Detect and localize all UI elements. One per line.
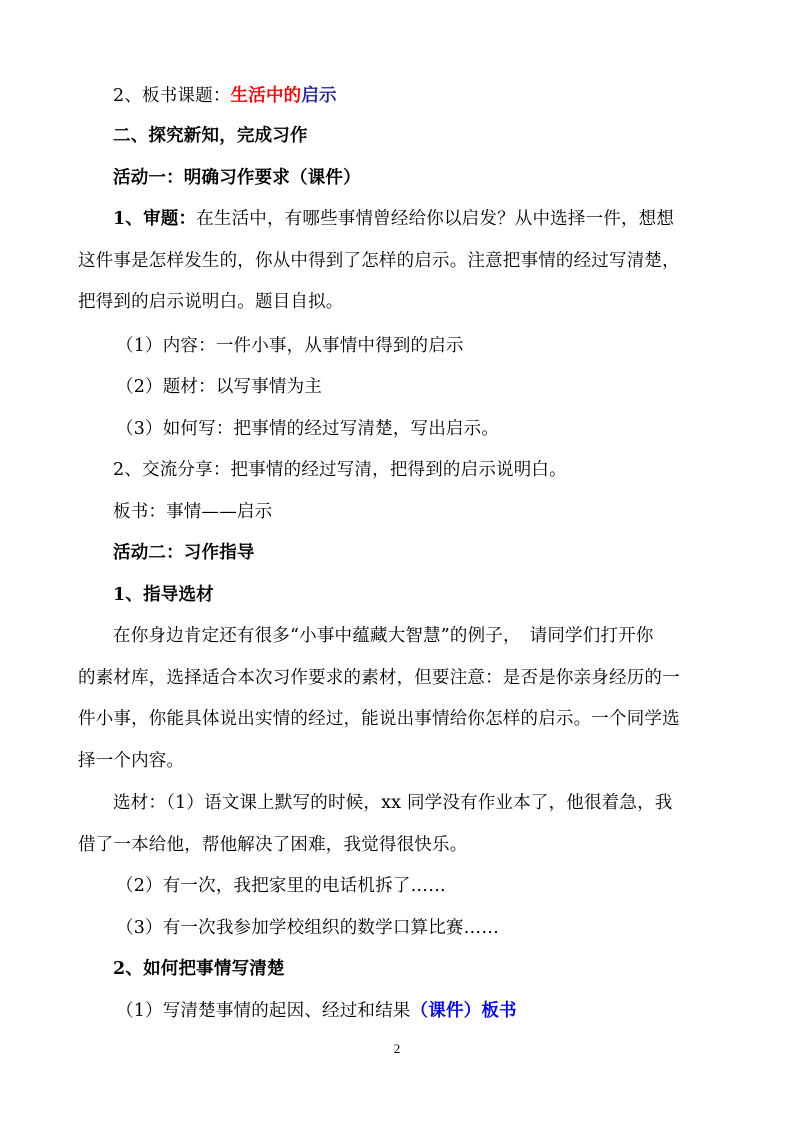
share-line: 2、交流分享：把事情的经过写清，把得到的启示说明白。 xyxy=(113,460,567,480)
how-to-heading: 2、如何把事情写清楚 xyxy=(113,959,285,979)
requirement-topic: （2）题材：以写事情为主 xyxy=(116,377,323,397)
material-item-2: （2）有一次，我把家里的电话机拆了…… xyxy=(116,876,446,896)
guide-para-line-2: 的素材库，选择适合本次习作要求的素材，但要注意：是否是你亲身经历的一 xyxy=(78,668,680,688)
requirement-how: （3）如何写：把事情的经过写清楚，写出启示。 xyxy=(116,419,500,439)
board-title-red: 生活中的 xyxy=(230,86,302,106)
requirement-content: （1）内容：一件小事，从事情中得到的启示 xyxy=(116,336,464,356)
review-line-1 xyxy=(113,207,674,231)
board-title-blue: 启示 xyxy=(301,86,337,106)
review-line-2: 这件事是怎样发生的，你从中得到了怎样的启示。注意把事情的经过写清楚， xyxy=(78,251,680,271)
board-title-line xyxy=(113,84,337,108)
section-heading: 二、探究新知，完成习作 xyxy=(113,126,308,146)
final-line-blue: （课件）板书 xyxy=(410,1001,517,1021)
guide-para-line-4: 择一个内容。 xyxy=(78,751,185,771)
material-line-2: 借了一本给他，帮他解决了困难，我觉得很快乐。 xyxy=(78,835,468,855)
guide-material-heading: 1、指导选材 xyxy=(113,585,214,605)
activity-one-heading: 活动一：明确习作要求（课件） xyxy=(113,168,361,188)
activity-two-heading: 活动二：习作指导 xyxy=(113,543,255,563)
board-title-prefix: 2、板书课题： xyxy=(113,86,231,106)
review-label: 1、审题： xyxy=(113,209,197,229)
final-line-text: （1）写清楚事情的起因、经过和结果 xyxy=(116,1001,411,1021)
guide-para-line-1: 在你身边肯定还有很多“小事中蕴藏大智慧”的例子， 请同学们打开你 xyxy=(113,626,654,646)
material-line-1: 选材：（1）语文课上默写的时候，xx 同学没有作业本了，他很着急，我 xyxy=(113,793,673,813)
material-item-3: （3）有一次我参加学校组织的数学口算比赛…… xyxy=(116,918,500,938)
review-text-1: 在生活中，有哪些事情曾经给你以启发？从中选择一件，想想 xyxy=(196,209,675,229)
page-number: 2 xyxy=(393,1041,401,1056)
board-note: 板书：事情——启示 xyxy=(113,502,273,522)
review-line-3: 把得到的启示说明白。题目自拟。 xyxy=(78,292,344,312)
final-line xyxy=(116,999,517,1023)
guide-para-line-3: 件小事，你能具体说出实情的经过，能说出事情给你怎样的启示。一个同学选 xyxy=(78,709,680,729)
